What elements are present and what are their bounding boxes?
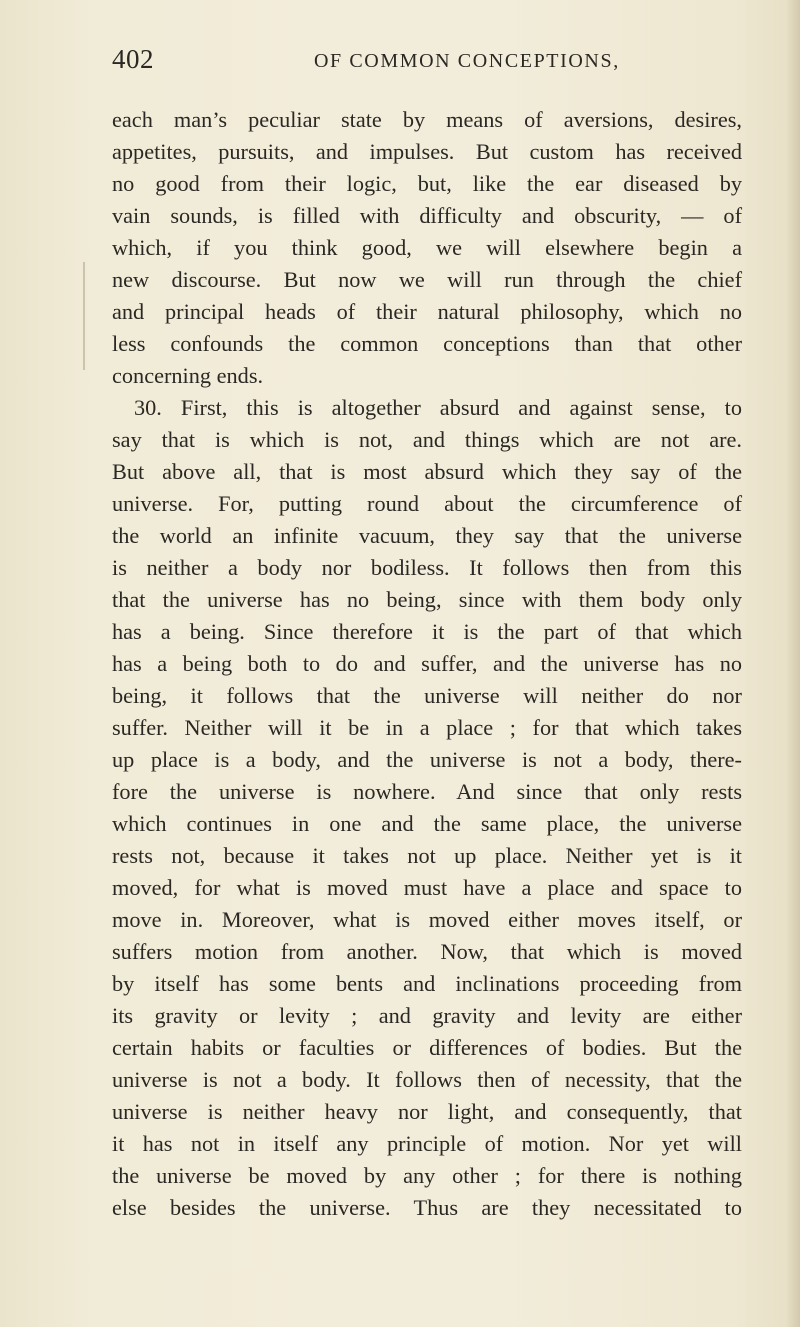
text-line: each man’s peculiar state by means of aversions, desires, [112,107,742,132]
text-line: suffer. Neither will it be in a place ; for that which takes [112,715,742,740]
text-line: universe. For, putting round about the circumference of [112,491,742,516]
text-line: else besides the universe. Thus are they necessitated to [112,1195,742,1220]
page-header [112,44,742,84]
text-line: and principal heads of their natural philosophy, which no [112,299,742,324]
text-line: But above all, that is most absurd which they say of the [112,459,742,484]
text-line: it has not in itself any principle of motion. Nor yet will [112,1131,742,1156]
page-number: 402 [112,44,154,74]
running-head: OF COMMON CONCEPTIONS, [314,50,620,72]
text-line: which continues in one and the same place, the universe [112,811,742,836]
text-line: has a being both to do and suffer, and the universe has no [112,651,742,676]
page-edge-shadow [786,0,800,1327]
text-line: universe is neither heavy nor light, and consequently, that [112,1099,742,1124]
margin-pencil-mark [83,262,85,370]
body-text [112,104,742,1224]
text-line: no good from their logic, but, like the ear diseased by [112,171,742,196]
text-line: that the universe has no being, since with them body only [112,587,742,612]
text-line: new discourse. But now we will run through the chief [112,267,742,292]
text-line: the universe be moved by any other ; for there is nothing [112,1163,742,1188]
text-line: move in. Moreover, what is moved either moves itself, or [112,907,742,932]
text-line: moved, for what is moved must have a place and space to [112,875,742,900]
text-line: certain habits or faculties or differences of bodies. But the [112,1035,742,1060]
text-line: up place is a body, and the universe is not a body, there- [112,747,742,772]
text-line: being, it follows that the universe will neither do nor [112,683,742,708]
text-line: its gravity or levity ; and gravity and levity are either [112,1003,742,1028]
text-line: say that is which is not, and things which are not are. [112,427,742,452]
text-line: is neither a body nor bodiless. It follows then from this [112,555,742,580]
text-line: appetites, pursuits, and impulses. But custom has received [112,139,742,164]
text-line: rests not, because it takes not up place. Neither yet is it [112,843,742,868]
text-line: by itself has some bents and inclinations proceeding from [112,971,742,996]
text-line: concerning ends. [112,363,264,388]
text-line: the world an infinite vacuum, they say that the universe [112,523,742,548]
text-line: fore the universe is nowhere. And since that only rests [112,779,742,804]
text-line: less confounds the common conceptions than that other [112,331,742,356]
text-line: universe is not a body. It follows then of necessity, that the [112,1067,742,1092]
section-start-line: 30. First, this is altogether absurd and against sense, to [134,395,742,420]
text-line: has a being. Since therefore it is the part of that which [112,619,742,644]
text-line: suffers motion from another. Now, that which is moved [112,939,742,964]
text-line: vain sounds, is filled with difficulty and obscurity, — of [112,203,742,228]
text-line: which, if you think good, we will elsewhere begin a [112,235,742,260]
